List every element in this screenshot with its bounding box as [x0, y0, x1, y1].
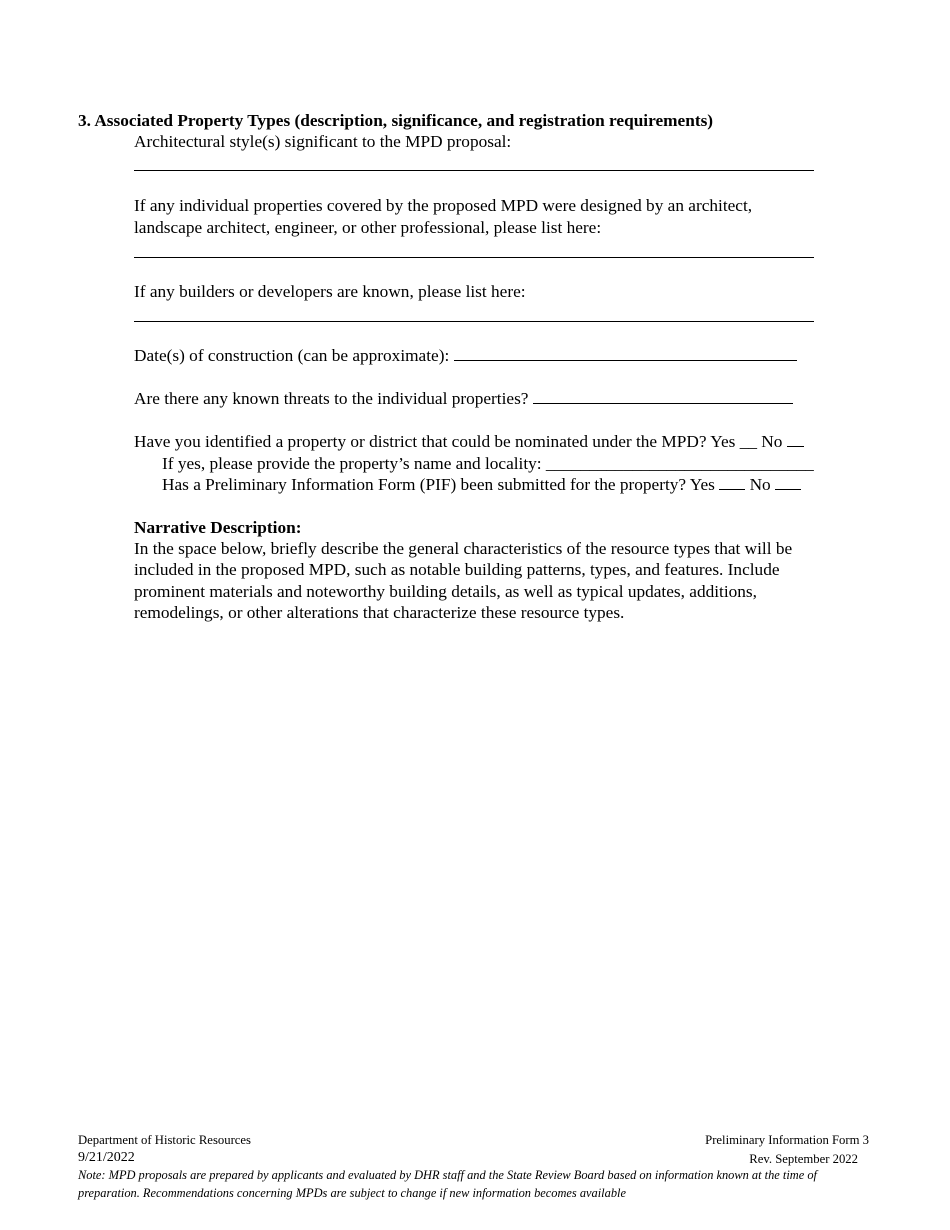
footer-note-line2: preparation. Recommendations concerning MPDs are subject to change if new information becomes available: [78, 1186, 626, 1200]
pif-row: [162, 474, 801, 495]
property-name-field[interactable]: _______________________________: [545, 454, 814, 473]
narrative-line-1: In the space below, briefly describe the general characteristics of the resource types that will be: [134, 539, 793, 558]
dates-field[interactable]: [454, 345, 797, 361]
narrative-heading: Narrative Description:: [134, 518, 302, 537]
narrative-line-2: included in the proposed MPD, such as notable building patterns, types, and features. Include: [134, 560, 780, 579]
identified-no-blank[interactable]: [787, 431, 804, 447]
threats-label: Are there any known threats to the individual properties?: [134, 389, 529, 408]
professionals-label-line2: landscape architect, engineer, or other professional, please list here:: [134, 218, 602, 237]
dates-row: [134, 345, 797, 366]
narrative-answer-area[interactable]: [134, 630, 846, 1100]
dates-label: Date(s) of construction (can be approximate):: [134, 346, 450, 365]
footer-form-name: Preliminary Information Form 3: [705, 1133, 869, 1147]
section-heading: 3. Associated Property Types (description, significance, and registration requirements): [78, 111, 714, 130]
narrative-line-3: prominent materials and noteworthy building details, as well as typical updates, additions,: [134, 582, 757, 601]
footer-revision: Rev. September 2022: [749, 1152, 858, 1166]
footer-note: [78, 1166, 878, 1202]
pif-yes-blank[interactable]: [719, 474, 745, 490]
narrative-line-4: remodelings, or other alterations that characterize these resource types.: [134, 603, 625, 622]
builders-label: If any builders or developers are known, please list here:: [134, 282, 526, 301]
identified-question: Have you identified a property or district that could be nominated under the MPD? Yes: [134, 432, 736, 451]
identified-yes-blank[interactable]: __: [739, 432, 757, 451]
pif-question: Has a Preliminary Information Form (PIF) been submitted for the property? Yes: [162, 475, 715, 494]
architectural-style-label: Architectural style(s) significant to the MPD proposal:: [134, 132, 512, 151]
footer-date: 9/21/2022: [78, 1150, 135, 1165]
identified-row: [134, 431, 804, 452]
property-name-row: [162, 453, 814, 474]
threats-row: [134, 388, 793, 409]
footer-note-line1: Note: MPD proposals are prepared by applicants and evaluated by DHR staff and the State Review Board based on information known at the time of: [78, 1168, 817, 1182]
property-name-label: If yes, please provide the property’s name and locality:: [162, 454, 542, 473]
identified-no-label: No: [761, 432, 783, 451]
builders-field[interactable]: [134, 321, 814, 322]
professionals-label-line1: If any individual properties covered by the proposed MPD were designed by an architect,: [134, 196, 753, 215]
threats-field[interactable]: [533, 388, 793, 404]
footer-department: Department of Historic Resources: [78, 1133, 251, 1147]
professionals-field[interactable]: [134, 257, 814, 258]
pif-no-label: No: [749, 475, 771, 494]
pif-no-blank[interactable]: [775, 474, 801, 490]
architectural-style-field[interactable]: [134, 170, 814, 171]
